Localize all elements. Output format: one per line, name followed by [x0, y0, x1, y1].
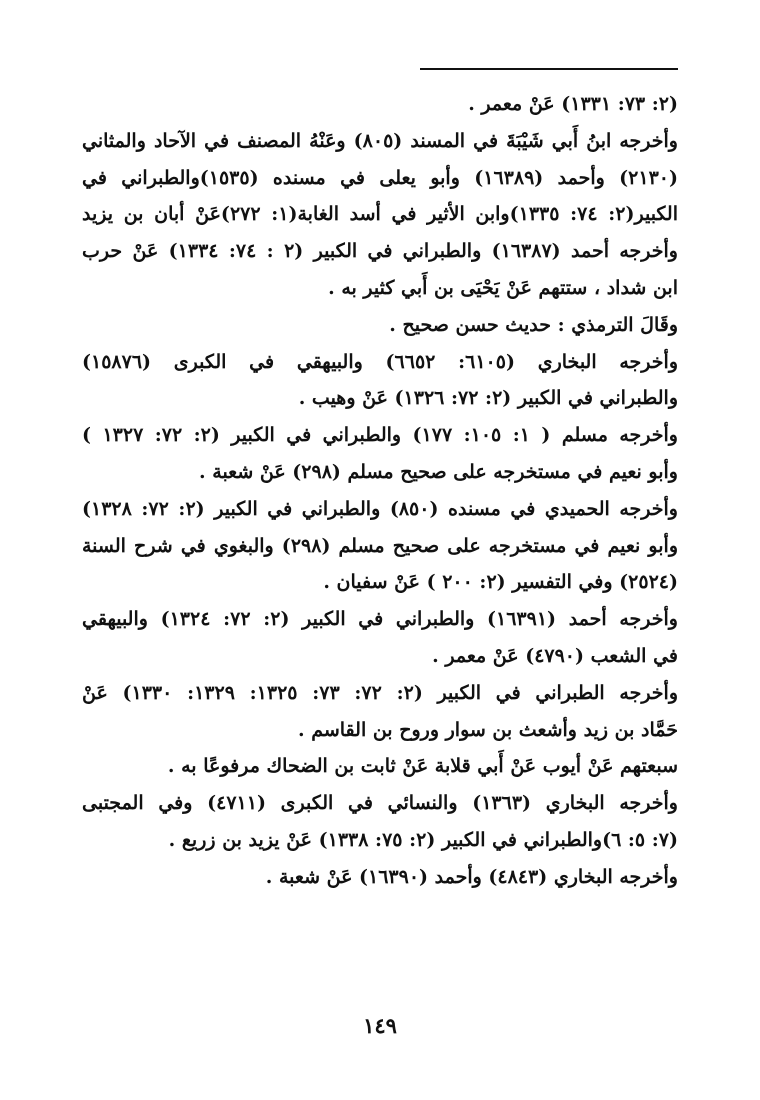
text-line: سبعتهم عَنْ أيوب عَنْ أَبي قلابة عَنْ ثابت بن الضحاك مرفوعًا به .: [167, 755, 678, 778]
text-line: وأخرجه البخاري (٤٨٤٣) وأحمد (١٦٣٩٠) عَنْ شعبة .: [265, 865, 678, 888]
text-line: وأخرجه البخاري (١٣٦٣) والنسائي في الكبرى (٤٧١١) وفي المجتبى: [82, 792, 678, 815]
text-line: والطبراني في الكبير (٢: ٧٢: ١٣٢٦) عَنْ وهيب .: [298, 387, 678, 410]
text-line: ابن شداد ، ستتهم عَنْ يَحْيَى بن أَبي كثير به .: [328, 276, 678, 299]
text-line: في الشعب (٤٧٩٠) عَنْ معمر .: [432, 644, 678, 667]
text-line: وأخرجه أحمد (١٦٣٨٧) والطبراني في الكبير (٢ : ٧٤: ١٣٣٤) عَنْ حرب: [82, 240, 678, 263]
text-line: وأخرجه أحمد (١٦٣٩١) والطبراني في الكبير (٢: ٧٢: ١٣٢٤) والبيهقي: [82, 608, 678, 631]
text-line: وأخرجه الطبراني في الكبير (٢: ٧٢: ٧٣: ١٣٢٥: ١٣٢٩: ١٣٣٠) عَنْ: [82, 681, 678, 704]
text-line: وأبو نعيم في مستخرجه على صحيح مسلم (٢٩٨) والبغوي في شرح السنة: [82, 534, 678, 557]
text-line: الكبير(٢: ٧٤: ١٣٣٥)وابن الأثير في أسد الغابة(١: ٢٧٢)عَنْ أبان بن يزيد: [82, 203, 678, 226]
text-line: وأخرجه البخاري (٦١٠٥: ٦٦٥٢) والبيهقي في الكبرى (١٥٨٧٦): [82, 350, 678, 373]
text-line: وقَالَ الترمذي : حديث حسن صحيح .: [389, 313, 678, 336]
text-line: وأخرجه ابنُ أَبي شَيْبَةَ في المسند (٨٠٥) وعَنْهُ المصنف في الآحاد والمثاني: [82, 129, 678, 152]
page-number: ١٤٩: [363, 1013, 397, 1038]
text-line: وأبو نعيم في مستخرجه على صحيح مسلم (٢٩٨) عَنْ شعبة .: [199, 460, 678, 483]
footnote-separator-rule: [420, 68, 678, 70]
text-line: وأخرجه مسلم ( ١: ١٠٥: ١٧٧) والطبراني في الكبير (٢: ٧٢: ١٣٢٧ ): [82, 424, 678, 447]
footnote-text-block: [82, 86, 678, 896]
text-line: (٢: ٧٣: ١٣٣١) عَنْ معمر .: [468, 93, 678, 115]
text-line: (٢١٣٠) وأحمد (١٦٣٨٩) وأبو يعلى في مسنده (١٥٣٥)والطبراني في: [82, 166, 678, 189]
text-line: (٢٥٢٤) وفي التفسير (٢: ٢٠٠ ) عَنْ سفيان .: [323, 571, 678, 594]
text-line: حَمَّاد بن زيد وأشعث بن سوار وروح بن القاسم .: [297, 718, 678, 741]
text-line: (٧: ٥: ٦)والطبراني في الكبير (٢: ٧٥: ١٣٣٨) عَنْ يزيد بن زريع .: [168, 828, 678, 851]
text-line: وأخرجه الحميدي في مسنده (٨٥٠) والطبراني في الكبير (٢: ٧٢: ١٣٢٨): [82, 497, 678, 520]
